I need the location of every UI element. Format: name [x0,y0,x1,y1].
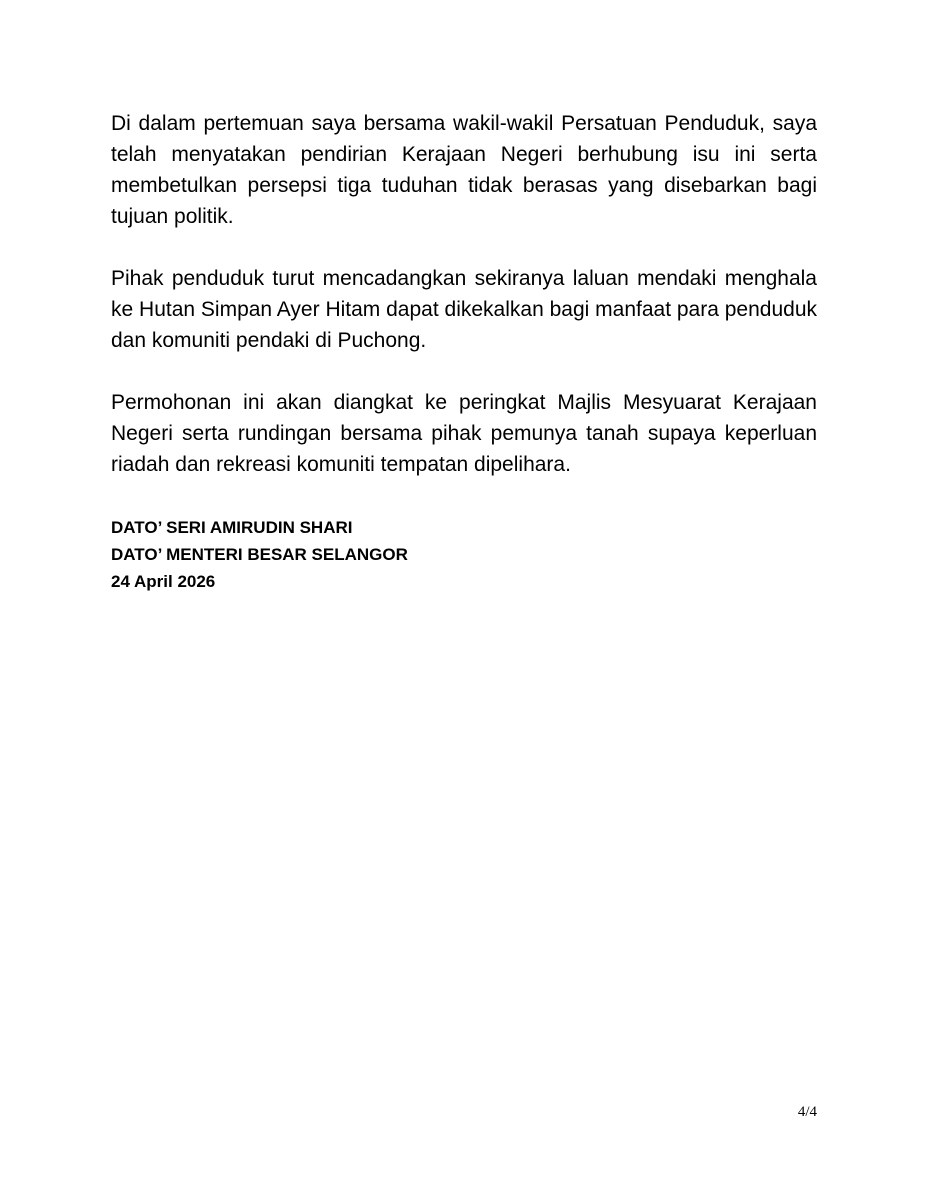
paragraph-application-next-steps: Permohonan ini akan diangkat ke peringkat Majlis Mesyuarat Kerajaan Negeri serta rundingan bersama pihak pemunya tanah supaya keperluan riadah dan rekreasi komuniti tempatan dipelihara. [111,391,817,476]
paragraph-meeting-statement: Di dalam pertemuan saya bersama wakil-wakil Persatuan Penduduk, saya telah menyatakan pendirian Kerajaan Negeri berhubung isu ini serta membetulkan persepsi tiga tuduhan tidak berasas yang disebarkan bagi tujuan politik. [111,112,817,228]
signatory-title: DATO’ MENTERI BESAR SELANGOR [111,545,408,564]
paragraph-residents-proposal: Pihak penduduk turut mencadangkan sekiranya laluan mendaki menghala ke Hutan Simpan Ayer Hitam dapat dikekalkan bagi manfaat para penduduk dan komuniti pendaki di Puchong. [111,267,817,352]
statement-date: 24 April 2026 [111,572,216,591]
signature-block [111,514,611,595]
document-body [111,108,817,511]
page-number: 4/4 [797,1104,817,1120]
signatory-name: DATO’ SERI AMIRUDIN SHARI [111,518,353,537]
